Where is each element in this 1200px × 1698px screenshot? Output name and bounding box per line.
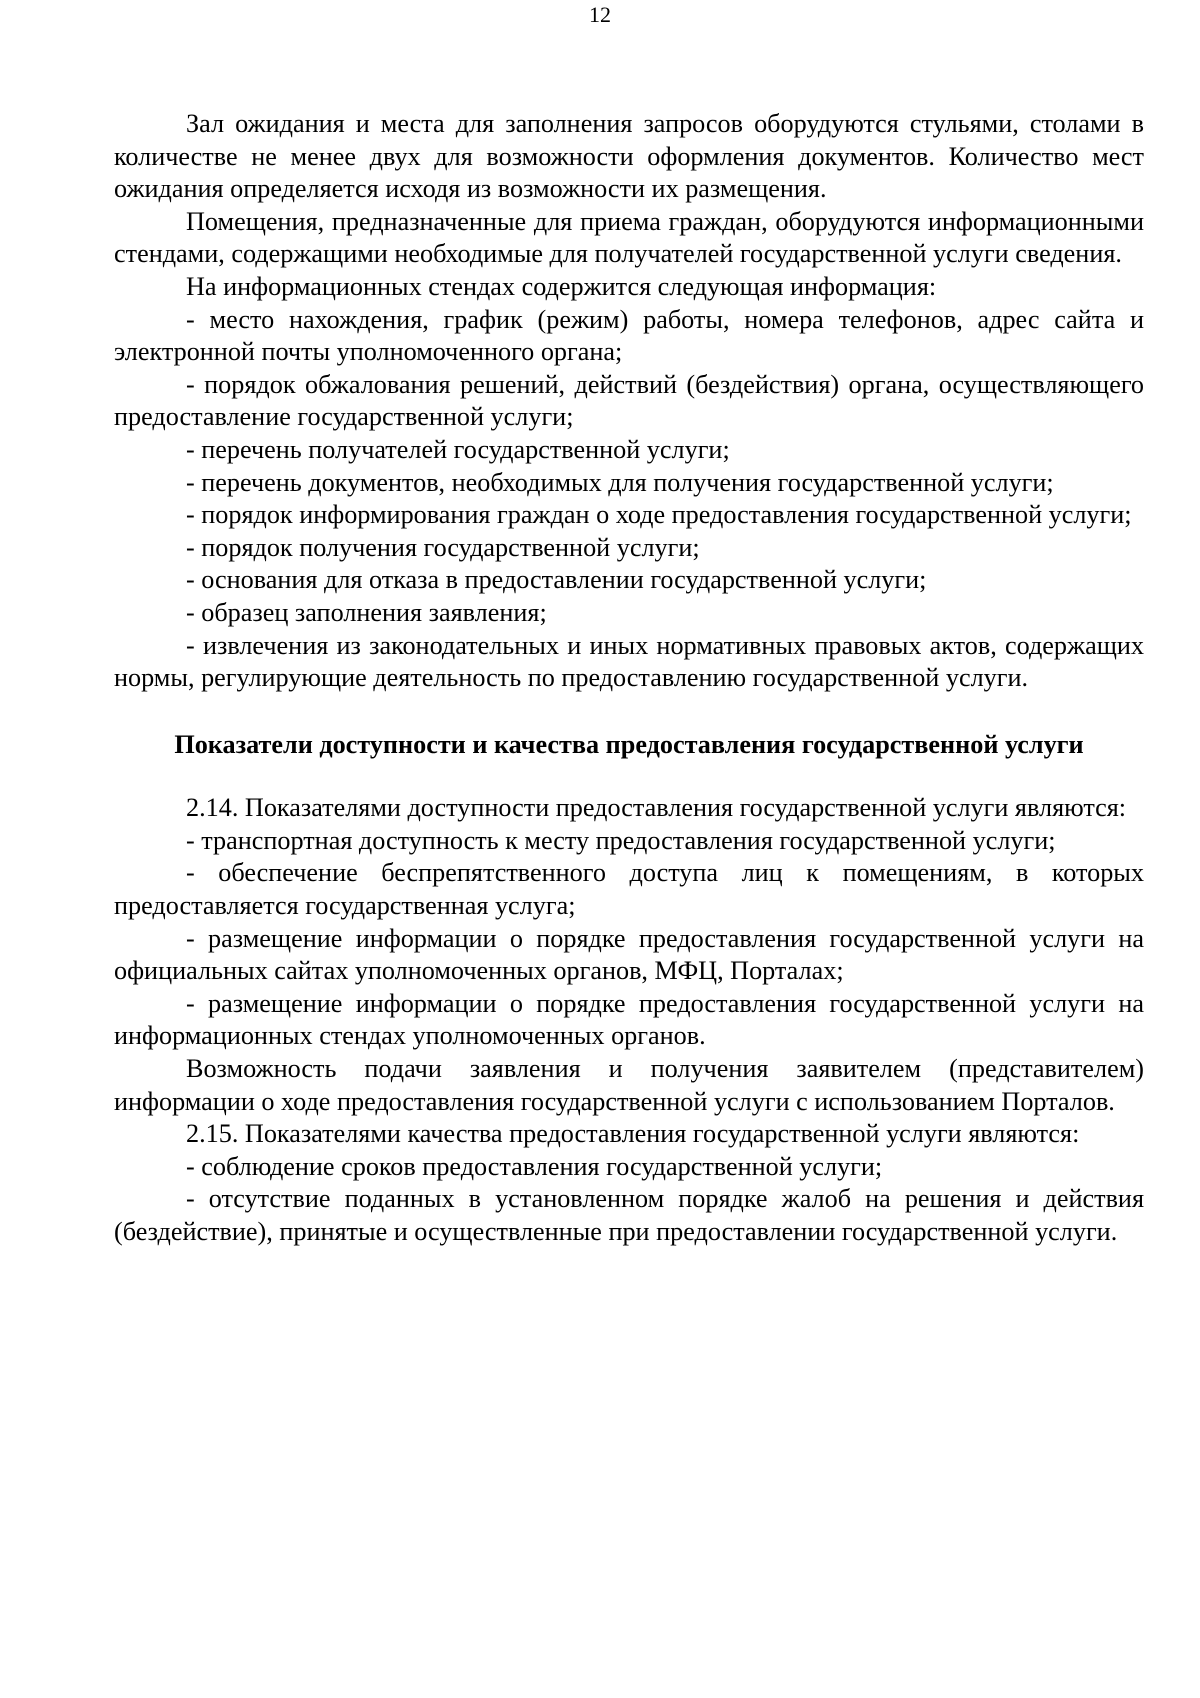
paragraph-premises: Помещения, предназначенные для приема граждан, оборудуются информационными стендами, содержащими необходимые для получателей государственной услуги сведения. [114, 206, 1144, 269]
list-item-no-complaints: - отсутствие поданных в установленном порядке жалоб на решения и действия (бездействие), принятые и осуществленные при предоставлении государственной услуги. [114, 1184, 1144, 1246]
list-item-informing: - порядок информирования граждан о ходе предоставления государственной услуги; [186, 500, 1132, 530]
document-body [114, 108, 1144, 1249]
list-item-info-websites: - размещение информации о порядке предоставления государственной услуги на официальных сайтах уполномоченных органов, МФЦ, Порталах; [114, 923, 1144, 986]
section-heading: Показатели доступности и качества предоставления государственной услуги [174, 729, 1084, 759]
list-item-refusal-grounds: - основания для отказа в предоставлении государственной услуги; [186, 565, 927, 595]
paragraph-portals: Возможность подачи заявления и получения заявителем (представителем) информации о ходе предоставления государственной услуги с использованием Порталов. [114, 1054, 1144, 1116]
list-item-sample-form: - образец заполнения заявления; [186, 597, 547, 627]
list-item-location: - место нахождения, график (режим) работы, номера телефонов, адрес сайта и электронной почты уполномоченного органа; [114, 304, 1144, 367]
paragraph-2-15: 2.15. Показателями качества предоставления государственной услуги являются: [186, 1119, 1080, 1149]
list-item-legal-extracts: - извлечения из законодательных и иных нормативных правовых актов, содержащих нормы, регулирующие деятельность по предоставлению государственной услуги. [114, 630, 1144, 693]
list-item-deadlines: - соблюдение сроков предоставления государственной услуги; [186, 1151, 883, 1181]
list-item-transport: - транспортная доступность к месту предоставления государственной услуги; [186, 825, 1056, 855]
page-number: 12 [589, 2, 611, 27]
list-item-appeal-procedure: - порядок обжалования решений, действий (бездействия) органа, осуществляющего предоставление государственной услуги; [114, 369, 1144, 432]
paragraph-2-14: 2.14. Показателями доступности предоставления государственной услуги являются: [186, 793, 1127, 823]
list-item-documents: - перечень документов, необходимых для получения государственной услуги; [186, 467, 1054, 497]
list-item-unimpeded-access: - обеспечение беспрепятственного доступа лиц к помещениям, в которых предоставляется государственная услуга; [114, 858, 1144, 921]
list-item-recipients: - перечень получателей государственной услуги; [186, 434, 730, 464]
paragraph-waiting-hall: Зал ожидания и места для заполнения запросов оборудуются стульями, столами в количестве не менее двух для возможности оформления документов. Количество мест ожидания определяется исходя из возможности их размещения. [114, 109, 1144, 204]
list-item-info-stands: - размещение информации о порядке предоставления государственной услуги на информационных стендах уполномоченных органов. [114, 988, 1144, 1051]
list-item-receiving: - порядок получения государственной услуги; [186, 532, 700, 562]
paragraph-stands-intro: На информационных стендах содержится следующая информация: [186, 271, 937, 301]
